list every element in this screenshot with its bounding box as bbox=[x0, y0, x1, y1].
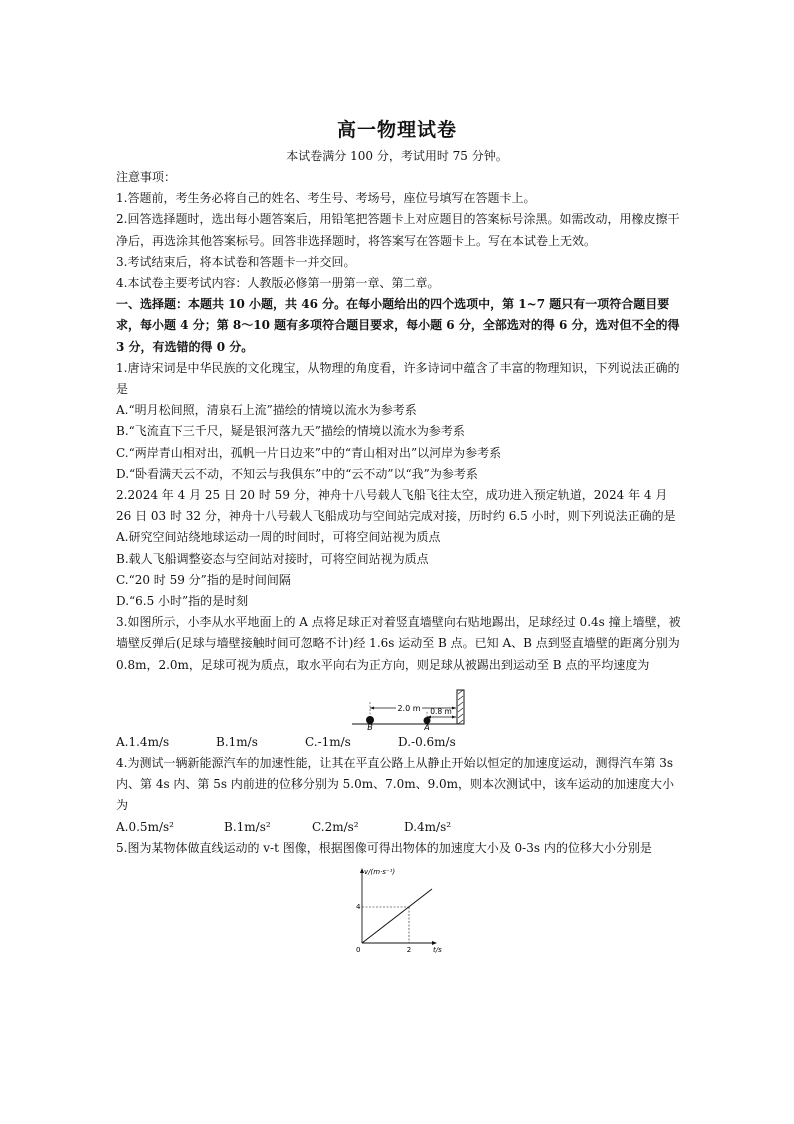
y-tick-label: 4 bbox=[356, 903, 361, 912]
y-axis-label: v/(m·s⁻¹) bbox=[364, 868, 396, 877]
q3-option-d: D.-0.6m/s bbox=[398, 734, 456, 749]
q2-option-a: A.研究空间站绕地球运动一周的时间时，可将空间站视为质点 bbox=[116, 530, 441, 545]
question-5-stem: 5.图为某物体做直线运动的 v-t 图像，根据图像可得出物体的加速度大小及 0-3s 内的位移大小分别是 bbox=[116, 840, 652, 855]
exam-content bbox=[116, 167, 686, 953]
label-2m: 2.0 m bbox=[397, 703, 421, 713]
q5-vt-graph bbox=[352, 863, 452, 953]
question-3-stem: 3.如图所示，小李从水平地面上的 A 点将足球正对着竖直墙壁向右贴地踢出，足球经过 0.4s 撞上墙壁，被墙壁反弹后(足球与墙壁接触时间可忽略不计)经 1.6s 运动至 B 点。已知 A、B 点到竖直墙壁的距离分别为 0.8m，2.0m，足球可视为质点，取水平向右为正方向，则足球从被踢出到运动至 B 点的平均速度为 bbox=[116, 615, 681, 672]
origin-label: 0 bbox=[356, 946, 361, 954]
q3-option-c: C.-1m/s bbox=[305, 734, 351, 749]
wall bbox=[457, 690, 464, 724]
notice-item: 1.答题前，考生务必将自己的姓名、考生号、考场号，座位号填写在答题卡上。 bbox=[116, 191, 536, 206]
question-1-stem: 1.唐诗宋词是中华民族的文化瑰宝，从物理的角度看，许多诗词中蕴含了丰富的物理知识，下列说法正确的是 bbox=[116, 360, 680, 397]
q3-options bbox=[116, 732, 686, 753]
q2-option-d: D.“6.5 小时”指的是时刻 bbox=[116, 594, 249, 609]
q3-option-a: A.1.4m/s bbox=[116, 734, 170, 749]
question-2-stem: 2.2024 年 4 月 25 日 20 时 59 分，神舟十八号载人飞船飞往太空，成功进入预定轨道，2024 年 4 月 26 日 03 时 32 分，神舟十八号载人飞船成功与空间站完成对接，历时约 6.5 小时，则下列说法正确的是 bbox=[116, 488, 676, 524]
notice-item: 2.回答选择题时，选出每小题答案后，用铅笔把答题卡上对应题目的答案标号涂黑。如需改动，用橡皮擦干净后，再选涂其他答案标号。回答非选择题时，将答案写在答题卡上。写在本试卷上无效。 bbox=[116, 212, 680, 248]
q4-option-c: C.2m/s² bbox=[312, 819, 359, 834]
notice-item: 4.本试卷主要考试内容：人教版必修第一册第一章、第二章。 bbox=[116, 276, 440, 291]
point-a-label: A bbox=[424, 722, 430, 730]
page-subtitle: 本试卷满分 100 分，考试用时 75 分钟。 bbox=[286, 149, 508, 163]
question-4-stem: 4.为测试一辆新能源汽车的加速性能，让其在平直公路上从静止开始以恒定的加速度运动，测得汽车第 3s 内、第 4s 内、第 5s 内前进的位移分别为 5.0m、7.0m、9.0m，则本次测试中，该车运动的加速度大小为 bbox=[116, 756, 675, 813]
page-title: 高一物理试卷 bbox=[336, 119, 457, 141]
q1-option-c: C.“两岸青山相对出，孤帆一片日边来”中的“青山相对出”以河岸为参考系 bbox=[116, 445, 502, 460]
label-0.8m: 0.8 m bbox=[430, 706, 452, 716]
q1-option-a: A.“明月松间照，清泉石上流”描绘的情境以流水为参考系 bbox=[116, 403, 417, 418]
q4-option-b: B.1m/s² bbox=[224, 819, 271, 834]
vt-line bbox=[362, 889, 432, 943]
x-axis-label: t/s bbox=[433, 946, 442, 954]
point-b-label: B bbox=[367, 722, 373, 730]
q2-option-b: B.载人飞船调整姿态与空间站对接时，可将空间站视为质点 bbox=[116, 551, 429, 566]
q1-option-b: B.“飞流直下三千尺，疑是银河落九天”描绘的情境以流水为参考系 bbox=[116, 424, 465, 439]
notice-item: 3.考试结束后，将本试卷和答题卡一并交回。 bbox=[116, 254, 356, 269]
q4-options bbox=[116, 817, 686, 838]
q3-wall-figure bbox=[352, 682, 472, 730]
q2-option-c: C.“20 时 59 分”指的是时间间隔 bbox=[116, 572, 291, 587]
q4-option-d: D.4m/s² bbox=[404, 819, 452, 834]
q3-option-b: B.1m/s bbox=[216, 734, 258, 749]
q1-option-d: D.“卧看满天云不动，不知云与我俱东”中的“云不动”以“我”为参考系 bbox=[116, 466, 478, 481]
q4-option-a: A.0.5m/s² bbox=[116, 819, 174, 834]
notice-heading: 注意事项： bbox=[116, 170, 177, 184]
x-tick-label: 2 bbox=[406, 946, 412, 954]
section-heading: 一、选择题：本题共 10 小题，共 46 分。在每小题给出的四个选项中，第 1~7 题只有一项符合题目要求，每小题 4 分；第 8～10 题有多项符合题目要求，每小题 6 分，全部选对的得 6 分，选对但不全的得 3 分，有选错的得 0 分。 bbox=[116, 297, 680, 354]
